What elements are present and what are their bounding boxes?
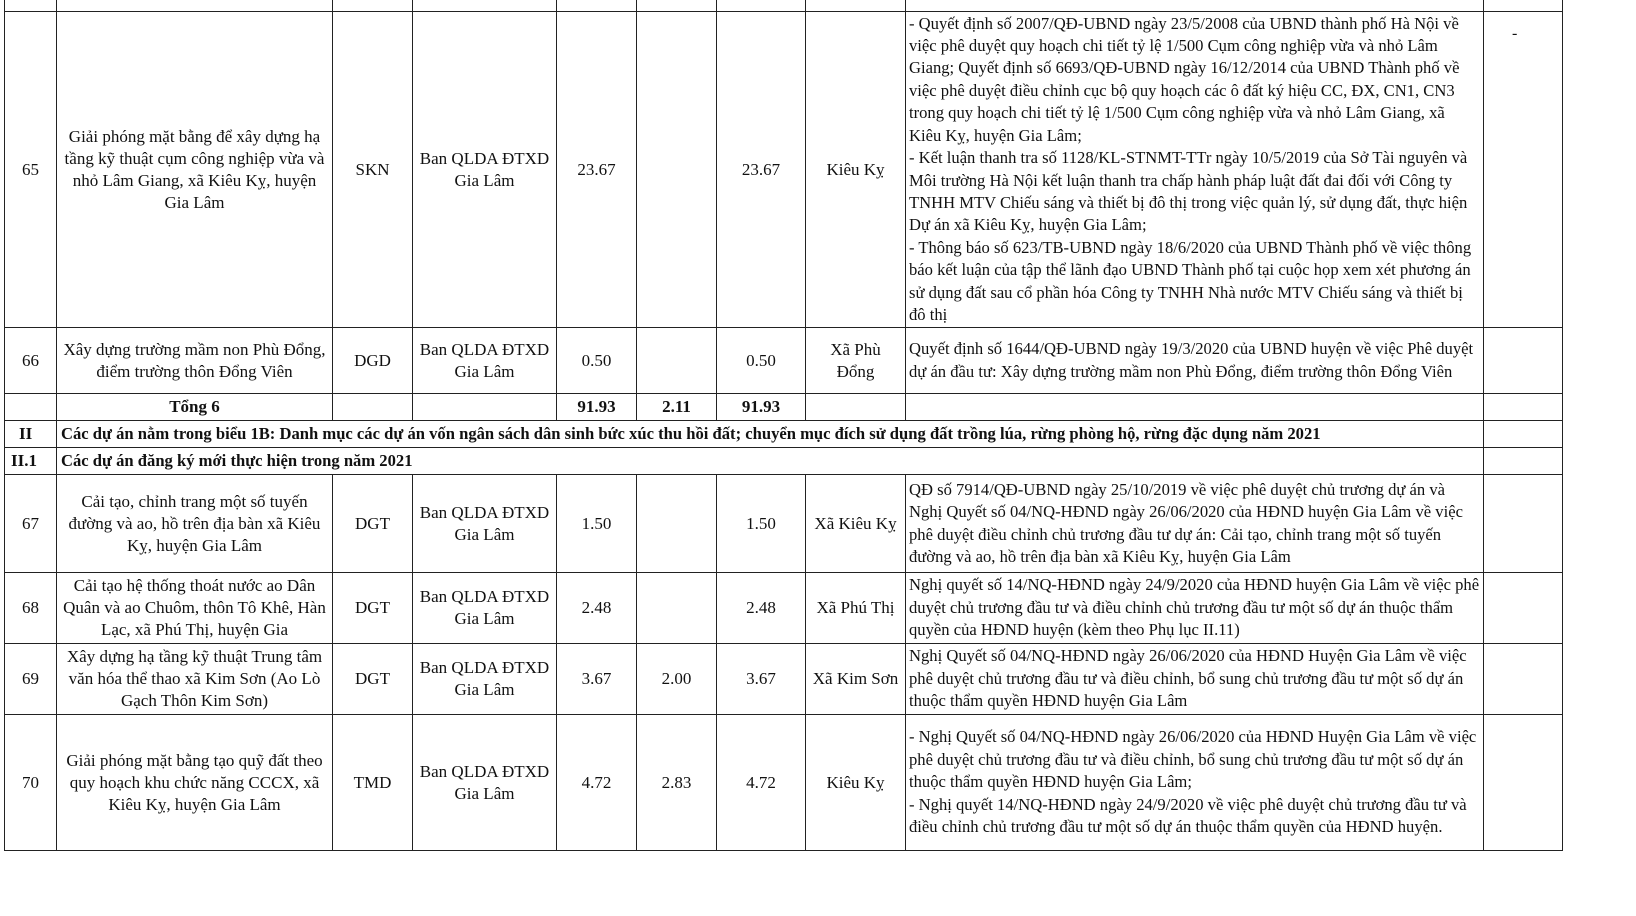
total-area: 3.67 <box>557 644 637 715</box>
other-area: 3.67 <box>717 644 806 715</box>
table-row <box>5 475 1563 573</box>
note-cell <box>1484 421 1563 448</box>
rice-area <box>637 475 717 573</box>
subtotal-total: 91.93 <box>557 394 637 421</box>
legal-basis <box>906 394 1484 421</box>
note-cell <box>1484 448 1563 475</box>
land-code: DGT <box>333 573 413 644</box>
legal-basis <box>906 475 1484 573</box>
land-code: TMD <box>333 715 413 851</box>
other-area: 2.48 <box>717 573 806 644</box>
project-table <box>4 0 1563 851</box>
basis-item: - Kết luận thanh tra số 1128/KL-STNMT-TTr ngày 10/5/2019 của Sở Tài nguyên và Môi trường Hà Nội kết luận thanh tra chấp hành pháp luật đất đai đối với Công ty TNHH MTV Chiếu sáng và thiết bị đô thị trong việc quản lý, sử dụng đất, thực hiện Dự án xã Kiêu Kỵ, huyện Gia Lâm; <box>909 148 1468 235</box>
project-owner: Ban QLDA ĐTXD Gia Lâm <box>413 573 557 644</box>
subtotal-label: Tổng 6 <box>57 394 333 421</box>
subtotal-other: 91.93 <box>717 394 806 421</box>
project-name: Xây dựng trường mầm non Phù Đổng, điểm trường thôn Đổng Viên <box>57 328 333 394</box>
legal-basis <box>906 328 1484 394</box>
location: Xã Kim Sơn <box>806 644 906 715</box>
rice-area <box>637 12 717 328</box>
other-area: 1.50 <box>717 475 806 573</box>
legal-basis <box>906 573 1484 644</box>
project-owner: Ban QLDA ĐTXD Gia Lâm <box>413 715 557 851</box>
basis-item: Quyết định số 1644/QĐ-UBND ngày 19/3/2020 của UBND huyện về việc Phê duyệt dự án đầu tư: Xây dựng trường mầm non Phù Đổng, điểm trường thôn Đổng Viên <box>909 339 1474 381</box>
total-area: 2.48 <box>557 573 637 644</box>
table-row <box>5 328 1563 394</box>
basis-item: - Nghị Quyết số 04/NQ-HĐND ngày 26/06/2020 của HĐND Huyện Gia Lâm về việc phê duyệt chủ trương đầu tư và điều chỉnh, bổ sung chủ trương đầu tư một số dự án thuộc thẩm quyền HĐND huyện Gia Lâm; <box>909 727 1477 792</box>
section-row <box>5 421 1563 448</box>
rice-area: 2.00 <box>637 644 717 715</box>
location: Kiêu Kỵ <box>806 715 906 851</box>
other-area: 4.72 <box>717 715 806 851</box>
note-cell <box>1484 394 1563 421</box>
section-number: II <box>5 421 57 448</box>
total-area: 0.50 <box>557 328 637 394</box>
land-code: DGT <box>333 644 413 715</box>
project-owner: Ban QLDA ĐTXD Gia Lâm <box>413 328 557 394</box>
legal-basis <box>906 715 1484 851</box>
row-number <box>5 394 57 421</box>
note-cell <box>1484 715 1563 851</box>
land-code: DGT <box>333 475 413 573</box>
location: Kiêu Kỵ <box>806 12 906 328</box>
project-owner: Ban QLDA ĐTXD Gia Lâm <box>413 475 557 573</box>
basis-item: - Quyết định số 2007/QĐ-UBND ngày 23/5/2008 của UBND thành phố Hà Nội về việc phê duyệt quy hoạch chi tiết tỷ lệ 1/500 Cụm công nghiệp vừa và nhỏ Lâm Giang; Quyết định số 6693/QĐ-UBND ngày 16/12/2014 của UBND Thành phố về việc phê duyệt điều chỉnh cục bộ quy hoạch các ô đất ký hiệu CC, ĐX, CN1, CN3 trong quy hoạch chi tiết tỷ lệ 1/500 Cụm công nghiệp vừa và nhỏ Lâm Giang, xã Kiêu Kỵ, huyện Gia Lâm; <box>909 13 1460 145</box>
basis-item: Nghị Quyết số 04/NQ-HĐND ngày 26/06/2020 của HĐND Huyện Gia Lâm về việc phê duyệt chủ trương đầu tư và điều chỉnh, bổ sung chủ trương đầu tư một số dự án thuộc thẩm quyền HĐND huyện Gia Lâm <box>909 646 1467 711</box>
row-number: 69 <box>5 644 57 715</box>
note-cell <box>1484 12 1563 328</box>
row-number: 68 <box>5 573 57 644</box>
total-area: 1.50 <box>557 475 637 573</box>
land-code: SKN <box>333 12 413 328</box>
project-name: Giải phóng mặt bằng tạo quỹ đất theo quy hoạch khu chức năng CCCX, xã Kiêu Kỵ, huyện Gia Lâm <box>57 715 333 851</box>
note-cell <box>1484 573 1563 644</box>
basis-item: - Thông báo số 623/TB-UBND ngày 18/6/2020 của UBND Thành phố về việc thông báo kết luận của tập thể lãnh đạo UBND Thành phố tại cuộc họp xem xét phương án sử dụng đất sau cổ phần hóa Công ty TNHH Nhà nước MTV Chiếu sáng và thiết bị đô thị <box>909 237 1472 324</box>
location <box>806 394 906 421</box>
section-title: Các dự án đăng ký mới thực hiện trong năm 2021 <box>57 448 1484 475</box>
legal-basis <box>906 12 1484 328</box>
location: Xã Phù Đổng <box>806 328 906 394</box>
location: Xã Kiêu Kỵ <box>806 475 906 573</box>
land-code <box>333 394 413 421</box>
table-row <box>5 573 1563 644</box>
row-number: 66 <box>5 328 57 394</box>
other-area: 0.50 <box>717 328 806 394</box>
project-owner <box>413 394 557 421</box>
project-owner: Ban QLDA ĐTXD Gia Lâm <box>413 12 557 328</box>
rice-area <box>637 573 717 644</box>
legal-basis <box>906 644 1484 715</box>
project-name: Xây dựng hạ tầng kỹ thuật Trung tâm văn hóa thể thao xã Kim Sơn (Ao Lò Gạch Thôn Kim Sơn) <box>57 644 333 715</box>
note-cell <box>1484 475 1563 573</box>
row-number: 65 <box>5 12 57 328</box>
row-number: 67 <box>5 475 57 573</box>
table-row <box>5 12 1563 328</box>
total-area: 23.67 <box>557 12 637 328</box>
basis-item: Nghị quyết số 14/NQ-HĐND ngày 24/9/2020 của HĐND huyện Gia Lâm về việc phê duyệt chủ trương đầu tư và điều chỉnh chủ trương đầu tư một số dự án thuộc thẩm quyền của HĐND huyện (kèm theo Phụ lục II.11) <box>909 575 1480 640</box>
section-row <box>5 448 1563 475</box>
location: Xã Phú Thị <box>806 573 906 644</box>
project-owner: Ban QLDA ĐTXD Gia Lâm <box>413 644 557 715</box>
note-cell <box>1484 328 1563 394</box>
margin-mark: - <box>1512 25 1518 42</box>
note-cell <box>1484 644 1563 715</box>
row-number: 70 <box>5 715 57 851</box>
section-number: II.1 <box>5 448 57 475</box>
subtotal-rice: 2.11 <box>637 394 717 421</box>
project-name: Cải tạo hệ thống thoát nước ao Dân Quân và ao Chuôm, thôn Tô Khê, Hàn Lạc, xã Phú Thị, huyện Gia <box>57 573 333 644</box>
project-name: Giải phóng mặt bằng để xây dựng hạ tầng kỹ thuật cụm công nghiệp vừa và nhỏ Lâm Giang, xã Kiêu Kỵ, huyện Gia Lâm <box>57 12 333 328</box>
table-row <box>5 394 1563 421</box>
project-name: Cải tạo, chỉnh trang một số tuyến đường và ao, hồ trên địa bàn xã Kiêu Kỵ, huyện Gia Lâm <box>57 475 333 573</box>
table-row <box>5 0 1563 12</box>
total-area: 4.72 <box>557 715 637 851</box>
table-row <box>5 715 1563 851</box>
rice-area <box>637 328 717 394</box>
section-title: Các dự án nằm trong biểu 1B: Danh mục các dự án vốn ngân sách dân sinh bức xúc thu hồi đất; chuyển mục đích sử dụng đất trồng lúa, rừng phòng hộ, rừng đặc dụng năm 2021 <box>57 421 1484 448</box>
land-code: DGD <box>333 328 413 394</box>
basis-item: - Nghị quyết 14/NQ-HĐND ngày 24/9/2020 về việc phê duyệt chủ trương đầu tư và điều chỉnh chủ trương đầu tư một số dự án thuộc thẩm quyền của HĐND huyện. <box>909 794 1467 837</box>
rice-area: 2.83 <box>637 715 717 851</box>
table-row <box>5 644 1563 715</box>
other-area: 23.67 <box>717 12 806 328</box>
basis-item: QĐ số 7914/QĐ-UBND ngày 25/10/2019 về việc phê duyệt chủ trương dự án và Nghị Quyết số 04/NQ-HĐND ngày 26/06/2020 của HĐND huyện Gia Lâm về việc phê duyệt điều chỉnh chủ trương đầu tư dự án: Cải tạo, chỉnh trang một số tuyến đường và ao, hồ trên địa bàn xã Kiêu Kỵ, huyện Gia Lâm <box>909 479 1463 566</box>
